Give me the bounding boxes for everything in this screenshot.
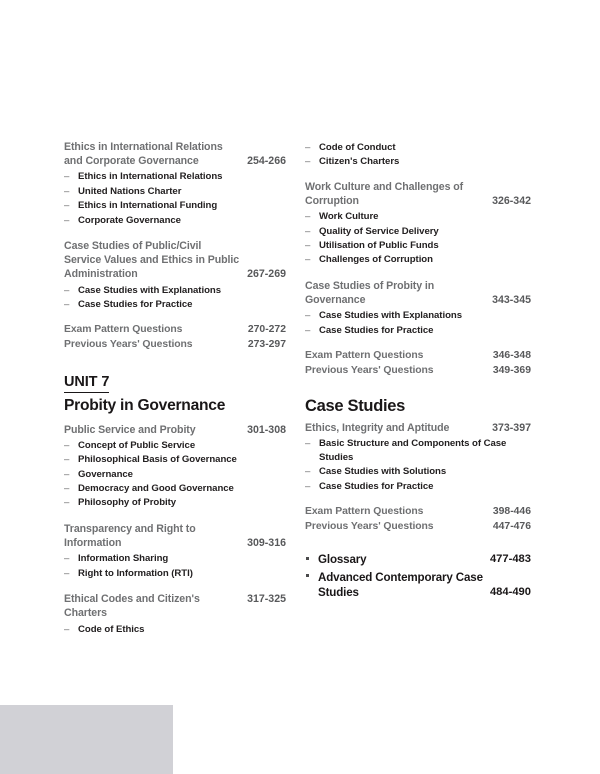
toc-entry-title: Case Studies of Probity in Governance (305, 279, 435, 307)
toc-sub-label: Philosophy of Probity (78, 497, 177, 509)
dash-icon: – (64, 439, 70, 451)
toc-sub-label: Citizen's Charters (319, 156, 400, 168)
end-matter-pages: 484-490 (489, 586, 531, 599)
toc-sub-item[interactable] (305, 210, 531, 223)
toc-sub-list (64, 623, 286, 636)
dash-icon: – (64, 483, 70, 495)
toc-sub-label: Code of Conduct (319, 142, 396, 153)
toc-sub-list (305, 141, 531, 169)
toc-sub-label: Case Studies for Practice (319, 480, 434, 492)
toc-entry-pages: 373-397 (492, 422, 531, 435)
toc-entry-heading[interactable] (64, 423, 286, 437)
toc-sub-item[interactable] (64, 482, 286, 495)
dash-icon: – (305, 438, 311, 450)
toc-sub-item[interactable] (64, 552, 286, 565)
corner-decoration-block (0, 705, 173, 774)
end-matter-item[interactable] (305, 570, 531, 601)
toc-entry-pages: 326-342 (492, 195, 531, 208)
toc-sub-label: Challenges of Corruption (319, 254, 433, 266)
toc-plain-title: Exam Pattern Questions (305, 506, 424, 518)
toc-sub-item[interactable] (305, 141, 531, 154)
toc-entry-title: Public Service and Probity (64, 423, 196, 436)
toc-entry-heading[interactable] (305, 279, 531, 307)
dash-icon: – (305, 225, 311, 237)
toc-entry-title: Transparency and Right to Information (64, 522, 196, 550)
dash-icon: – (305, 211, 311, 223)
end-matter-pages: 477-483 (489, 553, 531, 566)
toc-sub-item[interactable] (305, 309, 531, 322)
toc-plain-rows (64, 323, 286, 352)
toc-plain-title: Exam Pattern Questions (64, 324, 183, 336)
toc-plain-row[interactable] (305, 349, 531, 364)
dash-icon: – (64, 185, 70, 197)
toc-sub-item[interactable] (64, 496, 286, 509)
toc-sub-list (305, 309, 531, 337)
toc-entry-title: Case Studies of Public/Civil Service Values and Ethics in Public Administration (64, 240, 240, 281)
toc-left-column (64, 140, 286, 648)
toc-entry-pages: 254-266 (247, 155, 286, 168)
dash-icon: – (64, 553, 70, 565)
toc-sub-item[interactable] (64, 439, 286, 452)
toc-sub-item[interactable] (64, 298, 286, 311)
toc-plain-pages: 398-446 (492, 506, 531, 518)
bullet-icon (306, 574, 309, 577)
toc-entry-block (64, 522, 286, 580)
toc-sub-item[interactable] (64, 567, 286, 580)
dash-icon: – (305, 310, 311, 322)
dash-icon: – (305, 240, 311, 252)
toc-entry-block (64, 140, 286, 227)
bullet-icon (306, 557, 309, 560)
toc-sub-label: Quality of Service Delivery (319, 225, 439, 237)
toc-plain-pages: 273-297 (247, 339, 286, 351)
toc-plain-pages: 349-369 (492, 364, 531, 376)
toc-entry-title: Ethical Codes and Citizen's Charters (64, 593, 200, 620)
toc-entry-heading[interactable] (305, 421, 531, 435)
toc-sub-label: United Nations Charter (78, 185, 182, 197)
unit-label: UNIT 7 (64, 374, 109, 393)
dash-icon: – (64, 567, 70, 579)
toc-entry-block (305, 279, 531, 337)
toc-sub-label: Corporate Governance (78, 214, 181, 226)
toc-entry-pages: 317-325 (247, 593, 286, 606)
toc-sub-item[interactable] (305, 437, 531, 464)
toc-entry-heading[interactable] (64, 522, 286, 550)
toc-entry-block (305, 180, 531, 267)
dash-icon: – (64, 171, 70, 183)
end-matter-title: Glossary (318, 553, 367, 567)
toc-entry-heading[interactable] (64, 592, 286, 620)
toc-sub-list (64, 552, 286, 580)
toc-sub-label: Case Studies with Solutions (319, 466, 447, 478)
toc-sub-item[interactable] (64, 284, 286, 297)
end-matter-title: Advanced Contemporary Case Studies (318, 570, 483, 600)
toc-plain-title: Previous Years' Questions (305, 364, 434, 376)
toc-plain-title: Previous Years' Questions (64, 339, 193, 351)
toc-sub-item[interactable] (305, 465, 531, 478)
unit-label-wrap (64, 373, 286, 393)
toc-plain-row[interactable] (64, 323, 286, 338)
end-matter-list (305, 552, 531, 601)
toc-sub-item[interactable] (64, 468, 286, 481)
toc-sub-label: Utilisation of Public Funds (319, 240, 439, 252)
toc-plain-pages: 346-348 (492, 350, 531, 362)
toc-sub-item[interactable] (64, 199, 286, 212)
toc-continued-block (305, 141, 531, 169)
toc-entry-title: Ethics, Integrity and Aptitude (305, 422, 450, 435)
dash-icon: – (305, 254, 311, 266)
toc-sub-item[interactable] (64, 453, 286, 466)
toc-sub-item[interactable] (305, 480, 531, 493)
toc-plain-title: Exam Pattern Questions (305, 350, 424, 362)
dash-icon: – (64, 623, 70, 635)
toc-entry-title: Work Culture and Challenges of Corruption (305, 180, 464, 208)
toc-sub-label: Basic Structure and Components of Case Studies (319, 438, 507, 463)
toc-entry-block (64, 239, 286, 311)
toc-plain-row[interactable] (64, 338, 286, 353)
toc-sub-label: Information Sharing (78, 553, 169, 565)
toc-sub-label: Case Studies for Practice (78, 299, 193, 311)
toc-right-column (305, 140, 531, 603)
toc-sub-item[interactable] (64, 185, 286, 198)
toc-sub-label: Work Culture (319, 211, 379, 223)
toc-sub-label: Philosophical Basis of Governance (78, 454, 237, 466)
end-matter-item[interactable] (305, 552, 531, 568)
toc-plain-title: Previous Years' Questions (305, 520, 434, 532)
toc-plain-row[interactable] (305, 364, 531, 379)
unit-title: Probity in Governance (64, 396, 226, 414)
toc-sub-item[interactable] (305, 324, 531, 337)
toc-plain-rows (305, 349, 531, 378)
toc-sub-item[interactable] (305, 225, 531, 238)
toc-sub-item[interactable] (305, 155, 531, 168)
toc-entry-pages: 343-345 (492, 294, 531, 307)
toc-sub-item[interactable] (64, 623, 286, 636)
toc-entry-block (305, 421, 531, 493)
toc-sub-label: Concept of Public Service (78, 439, 196, 451)
toc-sub-list (64, 284, 286, 312)
toc-sub-item[interactable] (64, 214, 286, 227)
toc-entry-block (64, 423, 286, 510)
dash-icon: – (305, 156, 311, 168)
dash-icon: – (305, 142, 311, 153)
section-heading-case-studies: Case Studies (305, 397, 406, 416)
end-matter-row (318, 552, 531, 568)
toc-sub-list (64, 439, 286, 510)
toc-sub-label: Ethics in International Relations (78, 171, 223, 183)
toc-sub-label: Democracy and Good Governance (78, 483, 234, 495)
toc-plain-pages: 270-272 (247, 324, 286, 336)
toc-entry-pages: 309-316 (247, 537, 286, 550)
toc-sub-list (305, 437, 531, 493)
dash-icon: – (305, 480, 311, 492)
toc-plain-row[interactable] (305, 505, 531, 520)
end-matter-row (318, 570, 531, 601)
toc-entry-heading[interactable] (64, 140, 286, 168)
toc-entry-title: Ethics in International Relations and Corporate Governance (64, 141, 223, 168)
toc-plain-row[interactable] (305, 520, 531, 535)
toc-sub-label: Case Studies for Practice (319, 324, 434, 336)
toc-sub-label: Case Studies with Explanations (319, 310, 462, 322)
toc-sub-list (305, 210, 531, 267)
dash-icon: – (64, 284, 70, 296)
toc-sub-label: Code of Ethics (78, 623, 145, 635)
dash-icon: – (64, 299, 70, 311)
toc-sub-list (64, 170, 286, 227)
toc-sub-label: Ethics in International Funding (78, 200, 218, 212)
toc-entry-block (64, 592, 286, 636)
dash-icon: – (64, 214, 70, 226)
dash-icon: – (64, 200, 70, 212)
toc-entry-heading[interactable] (305, 180, 531, 208)
toc-entry-pages: 301-308 (247, 423, 286, 436)
toc-plain-rows (305, 505, 531, 534)
dash-icon: – (64, 454, 70, 466)
toc-sub-item[interactable] (64, 170, 286, 183)
dash-icon: – (305, 324, 311, 336)
dash-icon: – (64, 497, 70, 509)
toc-entry-pages: 267-269 (247, 268, 286, 281)
toc-sub-item[interactable] (305, 253, 531, 266)
toc-plain-pages: 447-476 (492, 520, 531, 532)
unit-header (64, 373, 286, 415)
dash-icon: – (305, 466, 311, 478)
toc-sub-label: Right to Information (RTI) (78, 567, 193, 579)
toc-sub-item[interactable] (305, 239, 531, 252)
toc-entry-heading[interactable] (64, 239, 286, 282)
toc-sub-label: Governance (78, 468, 133, 480)
toc-sub-label: Case Studies with Explanations (78, 284, 221, 296)
dash-icon: – (64, 468, 70, 480)
